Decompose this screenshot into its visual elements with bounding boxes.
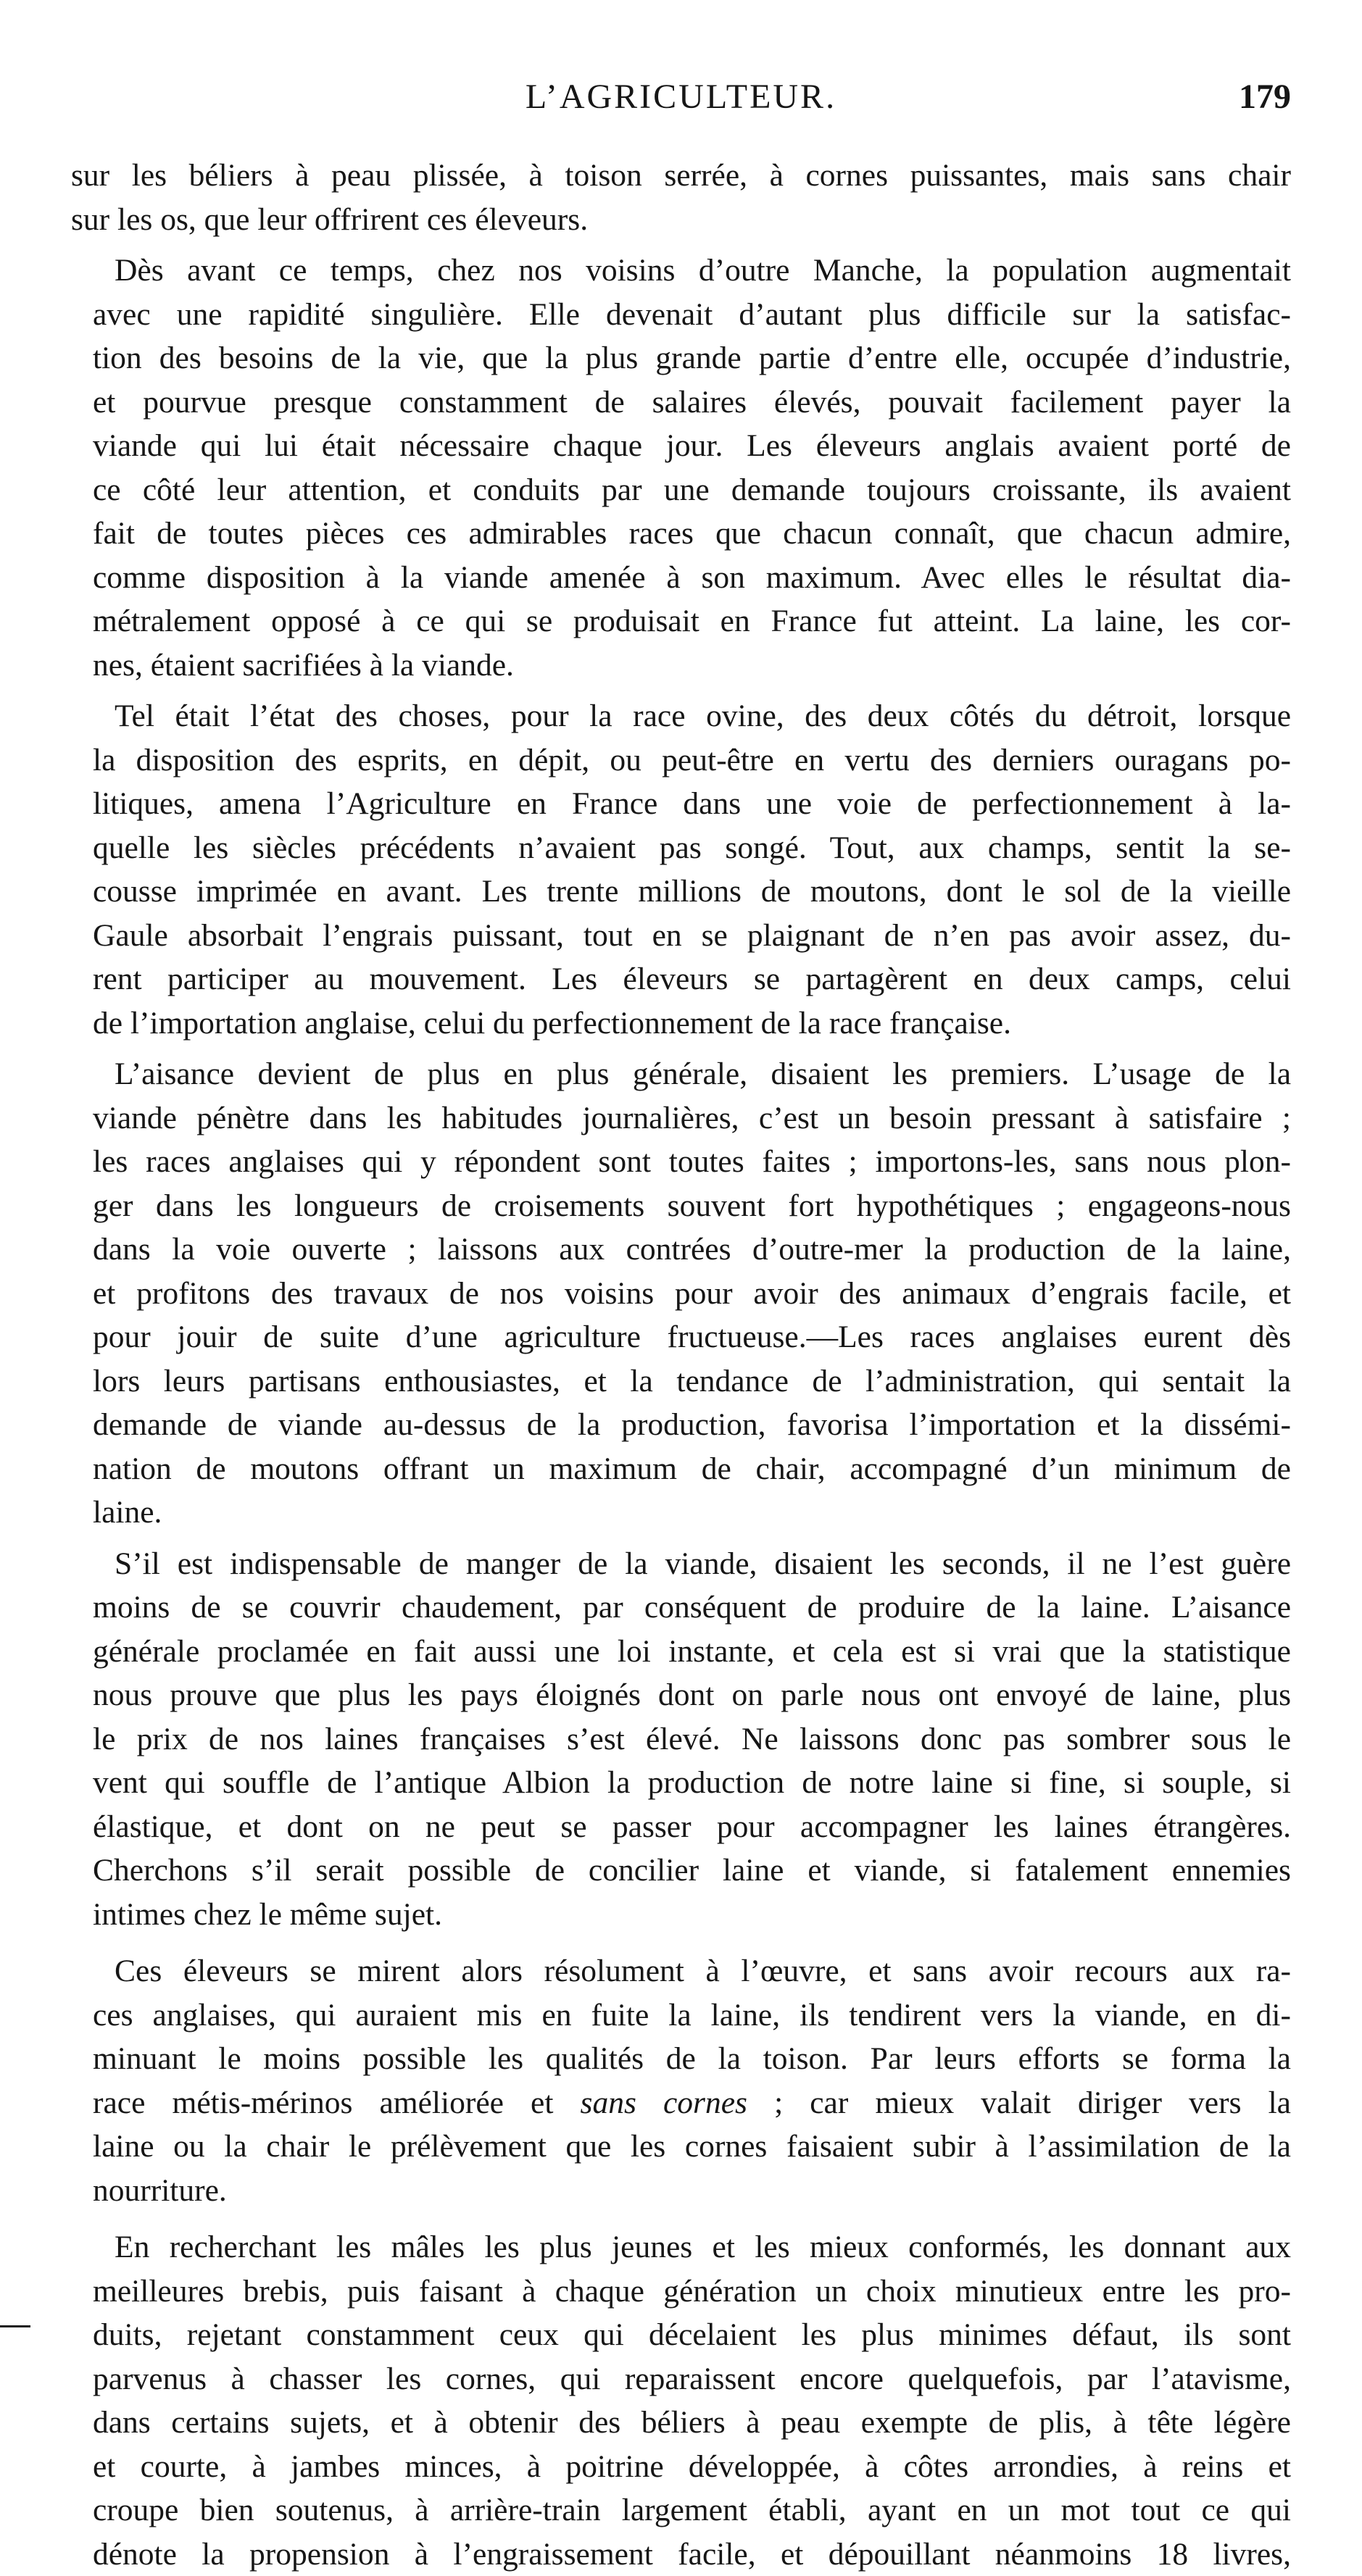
text-line: comme disposition à la viande amenée à son maximum. Avec elles le résultat dia- — [71, 556, 1291, 600]
text-line: et courte, à jambes minces, à poitrine développée, à côtes arrondies, à reins et — [71, 2445, 1291, 2489]
page-header — [71, 67, 1291, 132]
text-line: cousse imprimée en avant. Les trente millions de moutons, dont le sol de la vieille — [71, 870, 1291, 914]
text-line: Cherchons s’il serait possible de concilier laine et viande, si fatalement ennemies — [71, 1848, 1291, 1893]
text-line: et pourvue presque constamment de salaires élevés, pouvait facilement payer la — [71, 380, 1291, 425]
text-line: fait de toutes pièces ces admirables races que chacun connaît, que chacun admire, — [71, 512, 1291, 556]
text-line: S’il est indispensable de manger de la viande, disaient les seconds, il ne l’est guère — [71, 1542, 1291, 1586]
text-line: ger dans les longueurs de croisements souvent fort hypothétiques ; engageons-nous — [71, 1184, 1291, 1228]
running-title: L’AGRICULTEUR. — [71, 80, 1291, 114]
text-line: la disposition des esprits, en dépit, ou peut-être en vertu des derniers ouragans po- — [71, 738, 1291, 783]
text-line: élastique, et dont on ne peut se passer pour accompagner les laines étrangères. — [71, 1805, 1291, 1849]
text-line: parvenus à chasser les cornes, qui reparaissent encore quelquefois, par l’atavisme, — [71, 2357, 1291, 2401]
text-line: Gaule absorbait l’engrais puissant, tout en se plaignant de n’en pas avoir assez, du- — [71, 914, 1291, 958]
text-line: le prix de nos laines françaises s’est élevé. Ne laissons donc pas sombrer sous le — [71, 1717, 1291, 1762]
text-line: croupe bien soutenus, à arrière-train largement établi, ayant en un mot tout ce qui — [71, 2488, 1291, 2533]
text-line: nourriture. — [71, 2169, 1291, 2213]
text-line: Ces éleveurs se mirent alors résolument à l’œuvre, et sans avoir recours aux ra- — [71, 1949, 1291, 1993]
text-line: sur les béliers à peau plissée, à toison serrée, à cornes puissantes, mais sans chair — [71, 154, 1291, 198]
text-line: dans la voie ouverte ; laissons aux contrées d’outre-mer la production de la laine, — [71, 1227, 1291, 1272]
text-line: nes, étaient sacrifiées à la viande. — [71, 643, 1291, 688]
text-line: ce côté leur attention, et conduits par une demande toujours croissante, ils avaient — [71, 468, 1291, 512]
text-line: viande qui lui était nécessaire chaque jour. Les éleveurs anglais avaient porté de — [71, 424, 1291, 468]
article-body — [71, 154, 1291, 2576]
text-line: meilleures brebis, puis faisant à chaque génération un choix minutieux entre les pro- — [71, 2269, 1291, 2314]
page-number: 179 — [1239, 80, 1291, 114]
text-line: L’aisance devient de plus en plus générale, disaient les premiers. L’usage de la — [71, 1052, 1291, 1096]
text-line: avec une rapidité singulière. Elle devenait d’autant plus difficile sur la satisfac- — [71, 293, 1291, 337]
text-line: En recherchant les mâles les plus jeunes et les mieux conformés, les donnant aux — [71, 2225, 1291, 2269]
text-line: dénote la propension à l’engraissement facile, et dépouillant néanmoins 18 livres, — [71, 2533, 1291, 2576]
paragraph — [71, 2225, 1291, 2576]
text-line: nous prouve que plus les pays éloignés dont on parle nous ont envoyé de laine, plus — [71, 1673, 1291, 1717]
paragraph — [71, 694, 1291, 1045]
text-line: quelle les siècles précédents n’avaient pas songé. Tout, aux champs, sentit la se- — [71, 826, 1291, 870]
text-line: demande de viande au-dessus de la production, favorisa l’importation et la dissémi- — [71, 1403, 1291, 1447]
text-line: Tel était l’état des choses, pour la race ovine, des deux côtés du détroit, lorsque — [71, 694, 1291, 738]
text-line: laine. — [71, 1491, 1291, 1535]
text-line: sur les os, que leur offrirent ces éleveurs. — [71, 198, 1291, 242]
text-line: lors leurs partisans enthousiastes, et la tendance de l’administration, qui sentait la — [71, 1359, 1291, 1404]
text-line: nation de moutons offrant un maximum de chair, accompagné d’un minimum de — [71, 1447, 1291, 1491]
text-line: tion des besoins de la vie, que la plus grande partie d’entre elle, occupée d’industrie, — [71, 336, 1291, 380]
text-line: pour jouir de suite d’une agriculture fructueuse.—Les races anglaises eurent dès — [71, 1315, 1291, 1359]
paragraph-continuation — [71, 154, 1291, 241]
text-line: minuant le moins possible les qualités de la toison. Par leurs efforts se forma la — [71, 2037, 1291, 2081]
text-line: moins de se couvrir chaudement, par conséquent de produire de la laine. L’aisance — [71, 1585, 1291, 1630]
text-line: et profitons des travaux de nos voisins pour avoir des animaux d’engrais facile, et — [71, 1272, 1291, 1316]
text-line: laine ou la chair le prélèvement que les cornes faisaient subir à l’assimilation de la — [71, 2125, 1291, 2169]
text-line: ces anglaises, qui auraient mis en fuite la laine, ils tendirent vers la viande, en di- — [71, 1993, 1291, 2038]
text-line: dans certains sujets, et à obtenir des béliers à peau exempte de plis, à tête légère — [71, 2401, 1291, 2445]
text-line: les races anglaises qui y répondent sont toutes faites ; importons-les, sans nous plon- — [71, 1140, 1291, 1184]
paragraph — [71, 249, 1291, 687]
text-line: rent participer au mouvement. Les éleveurs se partagèrent en deux camps, celui — [71, 957, 1291, 1001]
text-line: intimes chez le même sujet. — [71, 1893, 1291, 1937]
text-line: de l’importation anglaise, celui du perfectionnement de la race française. — [71, 1001, 1291, 1046]
text-line: générale proclamée en fait aussi une loi instante, et cela est si vrai que la statistique — [71, 1630, 1291, 1674]
paragraph — [71, 1949, 1291, 2212]
paragraph — [71, 1542, 1291, 1937]
text-line: vent qui souffle de l’antique Albion la production de notre laine si fine, si souple, si — [71, 1761, 1291, 1805]
text-line: litiques, amena l’Agriculture en France dans une voie de perfectionnement à la- — [71, 782, 1291, 826]
paragraph — [71, 1052, 1291, 1535]
text-line: Dès avant ce temps, chez nos voisins d’outre Manche, la population augmentait — [71, 249, 1291, 293]
text-line: métralement opposé à ce qui se produisait en France fut atteint. La laine, les cor- — [71, 599, 1291, 643]
text-line: duits, rejetant constamment ceux qui décelaient les plus minimes défaut, ils sont — [71, 2313, 1291, 2357]
italic-phrase: sans cornes — [581, 2085, 747, 2120]
text-line-with-emphasis: race métis-mérinos améliorée et sans cornes ; car mieux valait diriger vers la — [71, 2081, 1291, 2125]
text-line: viande pénètre dans les habitudes journalières, c’est un besoin pressant à satisfaire ; — [71, 1096, 1291, 1141]
bottom-margin-rule — [0, 2325, 30, 2327]
